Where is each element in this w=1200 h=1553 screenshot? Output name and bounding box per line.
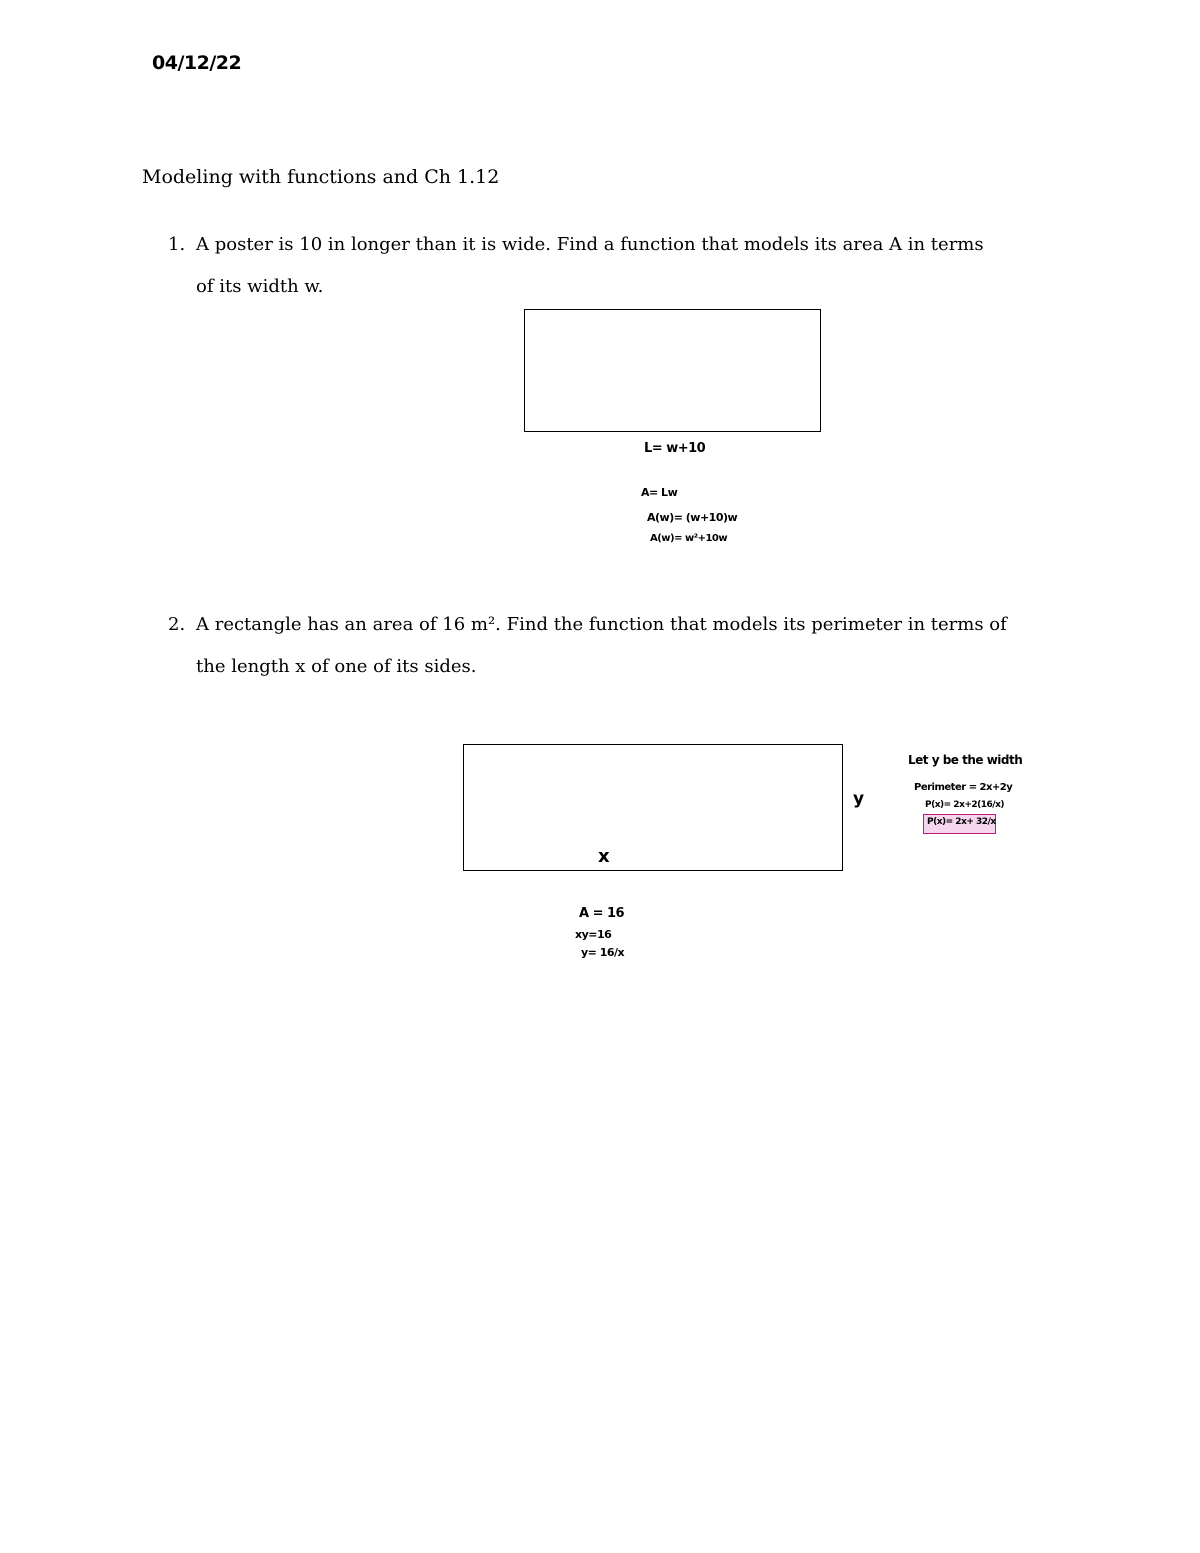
page-title: Modeling with functions and Ch 1.12	[142, 166, 500, 188]
note-area-value: A = 16	[579, 906, 625, 921]
side-label-y: y	[853, 789, 864, 809]
poster-rectangle	[524, 309, 821, 432]
problem-2-text-line-1: A rectangle has an area of 16 m². Find the function that models its perimeter in terms of	[196, 614, 1007, 635]
note-area-formula: A= Lw	[641, 486, 678, 499]
note-let-y: Let y be the width	[908, 753, 1023, 767]
side-label-x: x	[598, 846, 610, 867]
note-length-equation: L= w+10	[644, 441, 706, 456]
note-perimeter-formula: Perimeter = 2x+2y	[914, 782, 1013, 793]
note-perimeter-substitution: P(x)= 2x+2(16/x)	[925, 800, 1005, 810]
problem-2-number: 2.	[168, 614, 186, 635]
note-area-expanded: A(w)= w²+10w	[650, 533, 728, 544]
problem-1-text-line-1: A poster is 10 in longer than it is wide. Find a function that models its area A in terms	[196, 234, 984, 255]
problem-1	[168, 234, 1048, 304]
rectangle-diagram	[463, 744, 843, 871]
note-product: xy=16	[575, 928, 612, 941]
note-area-substitution: A(w)= (w+10)w	[647, 511, 738, 524]
handwritten-date: 04/12/22	[152, 52, 242, 74]
problem-2	[168, 614, 1048, 684]
note-solve-y: y= 16/x	[581, 946, 625, 959]
problem-1-text-line-2: of its width w.	[196, 276, 324, 297]
problem-2-text-line-2: the length x of one of its sides.	[196, 656, 477, 677]
note-perimeter-final: P(x)= 2x+ 32/x	[927, 817, 996, 827]
problem-1-number: 1.	[168, 234, 186, 255]
